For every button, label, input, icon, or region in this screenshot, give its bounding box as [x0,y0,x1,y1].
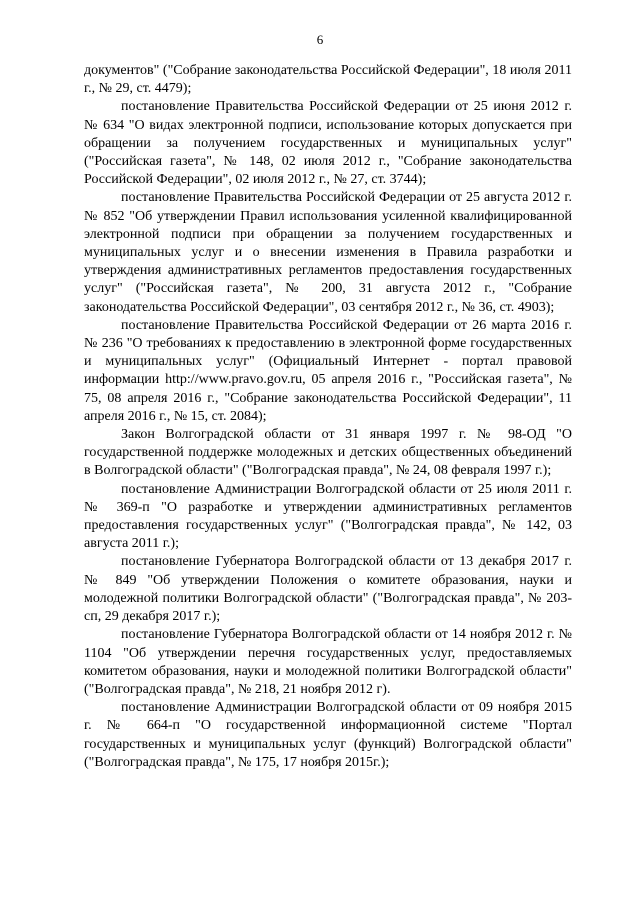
paragraph-resolution-634: постановление Правительства Российской Федерации от 25 июня 2012 г. № 634 "О видах электронной подписи, использование которых допускается при обращении за получением государственных и муниципальных услуг" ("Российская газета", № 148, 02 июля 2012 г., "Собрание законодательства Российской Федерации", 02 июля 2012 г., № 27, ст. 3744); [84,99,572,188]
paragraph-continuation: документов" ("Собрание законодательства Российской Федерации", 18 июля 2011 г., № 29, ст. 4479); [84,63,572,97]
paragraph-law-98-od: Закон Волгоградской области от 31 января 1997 г. № 98-ОД "О государственной поддержке молодежных и детских общественных объединений в Волгоградской области" ("Волгоградская правда", № 24, 08 февраля 1997 г.); [84,427,572,479]
paragraph-resolution-849: постановление Губернатора Волгоградской области от 13 декабря 2017 г. № 849 "Об утверждении Положения о комитете образования, науки и молодежной политики Волгоградской области" ("Волгоградская правда", № 203-сп, 29 декабря 2017 г.); [84,554,572,625]
document-body [84,62,572,772]
paragraph-resolution-1104: постановление Губернатора Волгоградской области от 14 ноября 2012 г. № 1104 "Об утверждении перечня государственных услуг, предоставляемых комитетом образования, науки и молодежной политики Волгоградской области" ("Волгоградская правда", № 218, 21 ноября 2012 г). [84,627,572,697]
paragraph-resolution-852: постановление Правительства Российской Федерации от 25 августа 2012 г. № 852 "Об утверждении Правил использования усиленной квалифицированной электронной подписи при обращении за получением государственных и муниципальных услуг и о внесении изменения в Правила разработки и утверждения административных регламентов предоставления государственных услуг" ("Российская газета", № 200, 31 августа 2012 г., "Собрание законодательства Российской Федерации", 03 сентября 2012 г., № 36, ст. 4903); [84,190,572,315]
paragraph-resolution-236: постановление Правительства Российской Федерации от 26 марта 2016 г. № 236 "О требованиях к предоставлению в электронной форме государственных и муниципальных услуг" (Официальный Интернет - портал правовой информации http://www.pravo.gov.ru, 05 апреля 2016 г., "Российская газета", № 75, 08 апреля 2016 г., "Собрание законодательства Российской Федерации", 11 апреля 2016 г., № 15, ст. 2084); [84,317,572,424]
paragraph-resolution-369-p: постановление Администрации Волгоградской области от 25 июля 2011 г. № 369-п "О разработке и утверждении административных регламентов предоставления государственных услуг" ("Волгоградская правда", № 142, 03 августа 2011 г.); [84,481,572,552]
page-number: 6 [316,32,324,47]
paragraph-resolution-664-p: постановление Администрации Волгоградской области от 09 ноября 2015 г. № 664-п "О государственной информационной системе "Портал государственных и муниципальных услуг (функций) Волгоградской области" ("Волгоградская правда", № 175, 17 ноября 2015г.); [84,700,572,770]
